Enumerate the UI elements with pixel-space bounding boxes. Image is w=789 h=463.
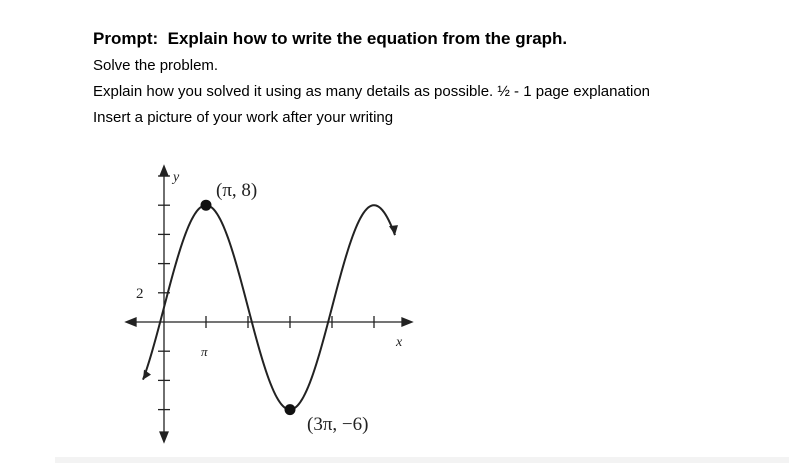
- maximum-point: [201, 200, 212, 211]
- graph-svg: [120, 160, 430, 450]
- x-axis-arrow-left: [126, 318, 136, 326]
- y-axis-arrow-down: [160, 432, 168, 442]
- instruction-line: Solve the problem.: [93, 57, 219, 74]
- y-axis-arrow-up: [160, 166, 168, 176]
- x-axis-arrow-right: [402, 318, 412, 326]
- x-tick-label: π: [201, 344, 208, 359]
- page-edge: [55, 457, 789, 463]
- prompt-label: Prompt:: [93, 29, 159, 48]
- y-axis-label: y: [173, 170, 180, 185]
- document-body: [93, 28, 773, 127]
- x-axis-label: x: [396, 335, 403, 350]
- instruction-line: Insert a picture of your work after your writing: [93, 109, 394, 126]
- sinusoid-curve: [143, 205, 395, 409]
- min-point-label: (3π, −6): [307, 414, 369, 435]
- prompt-text: Explain how to write the equation from the graph.: [167, 29, 568, 48]
- instruction-line: Explain how you solved it using as many details as possible. ½ - 1 page explanation: [93, 83, 650, 100]
- sinusoid-graph-figure: [120, 160, 430, 450]
- y-tick-label: 2: [136, 285, 144, 302]
- minimum-point: [285, 404, 296, 415]
- prompt-heading: [93, 28, 773, 50]
- max-point-label: (π, 8): [216, 180, 258, 201]
